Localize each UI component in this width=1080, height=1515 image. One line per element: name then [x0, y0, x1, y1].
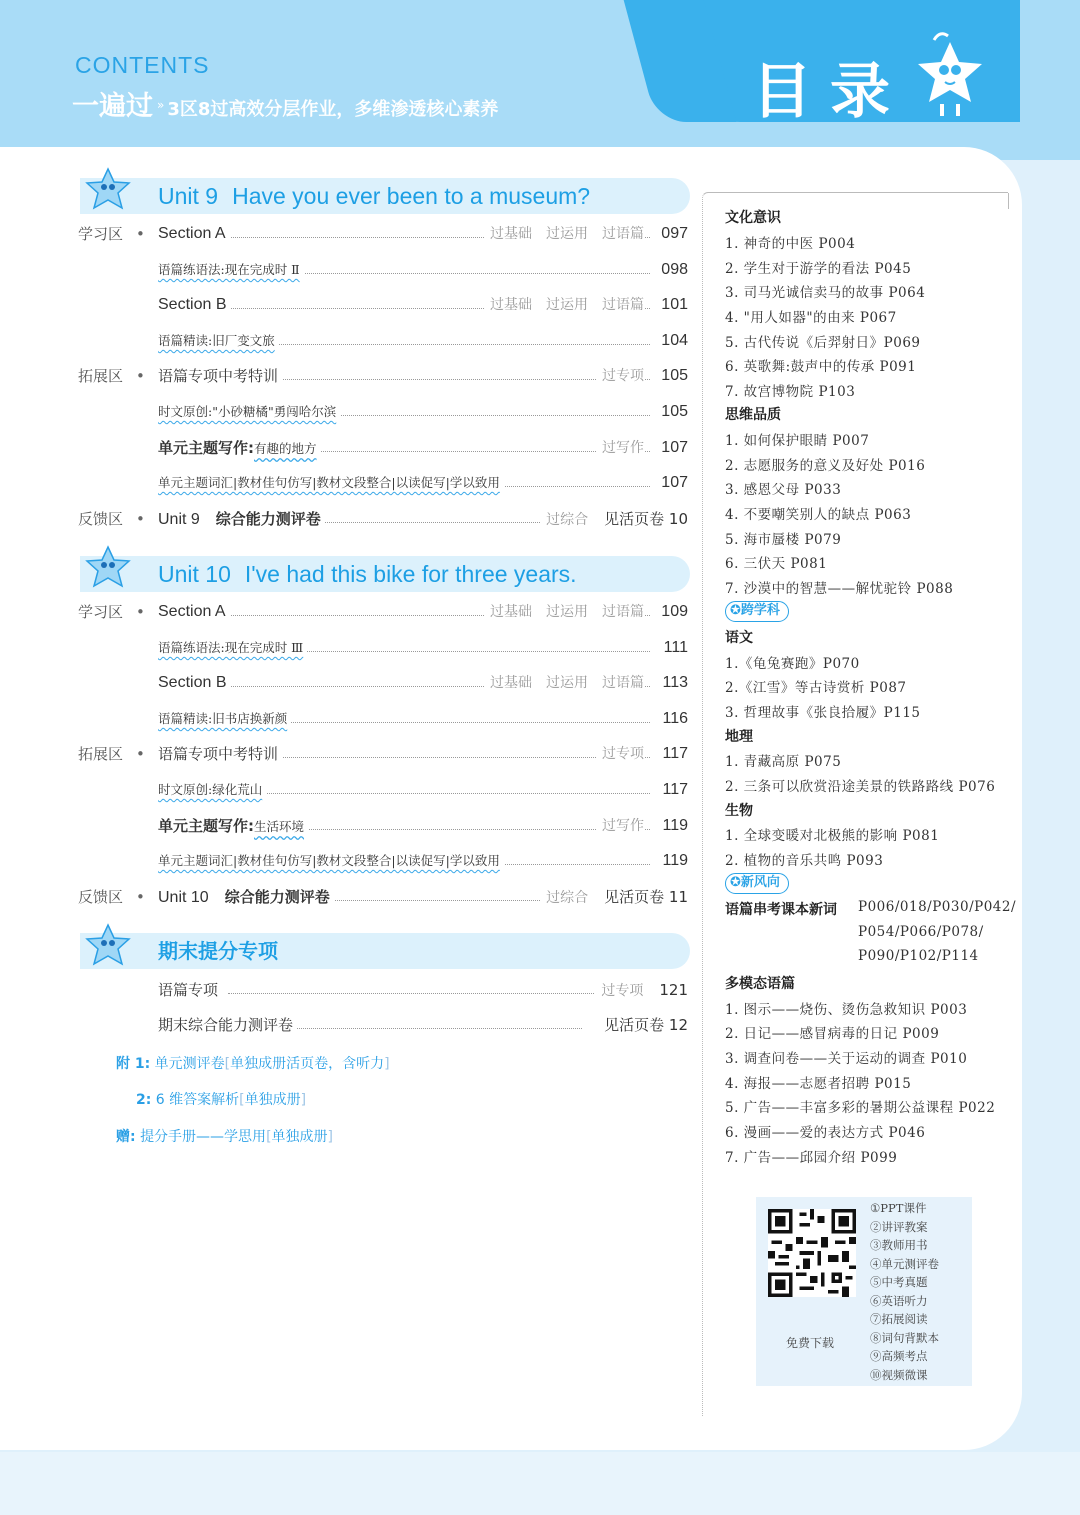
- qr-download-box: [756, 1197, 972, 1386]
- zone-label: 学习区: [78, 603, 124, 621]
- list-item[interactable]: 2. 志愿服务的意义及好处 P016: [725, 458, 926, 474]
- cross-subject-pill: [725, 601, 789, 622]
- toc-row[interactable]: [78, 814, 688, 838]
- list-item[interactable]: 5. 广告——丰富多彩的暑期公益课程 P022: [725, 1100, 996, 1116]
- bullet-icon: •: [136, 745, 145, 763]
- toc-row[interactable]: [78, 636, 688, 660]
- page-number: 119: [656, 814, 688, 838]
- toc-title: 期末综合能力测评卷: [158, 1013, 297, 1037]
- list-item: ⑤中考真题: [870, 1275, 928, 1289]
- toc-title: 语篇专项中考特训: [158, 364, 282, 388]
- slogan-big: 一遍过: [72, 91, 153, 122]
- toc-title: 单元主题词汇|教材佳句仿写|教材文段整合|以读促写|学以致用: [158, 849, 504, 873]
- appendix-label: 赠:: [116, 1129, 136, 1145]
- writing-topic: 有趣的地方: [254, 441, 317, 456]
- biology-heading: 生物: [725, 803, 753, 819]
- contents-label: CONTENTS: [75, 52, 210, 78]
- tag: 过基础: [490, 675, 532, 691]
- toc-row[interactable]: [78, 600, 688, 624]
- newwords-heading: 语篇串考课本新词: [725, 902, 837, 918]
- star-mascot-icon: [912, 28, 988, 120]
- qr-caption: 免费下载: [786, 1336, 835, 1350]
- list-item[interactable]: 4. 不要嘲笑别人的缺点 P063: [725, 507, 912, 523]
- toc-title: [158, 814, 308, 839]
- practice-tags: [596, 742, 644, 766]
- appendix-note: 单独成册: [271, 1129, 328, 1145]
- tag: 过语篇: [602, 675, 644, 691]
- toc-row[interactable]: [78, 978, 688, 1002]
- appendix-2: 2: 6 维答案解析[单独成册]: [136, 1092, 307, 1108]
- list-item[interactable]: 6. 漫画——爱的表达方式 P046: [725, 1125, 926, 1141]
- page-number: 见活页卷 11: [604, 888, 688, 906]
- tag: 过运用: [546, 604, 588, 620]
- bullet-icon: •: [136, 603, 145, 621]
- unit10-heading: [158, 556, 577, 592]
- toc-row[interactable]: [78, 258, 688, 282]
- slogan-small: 3区8过高效分层作业，多维渗透核心素养: [167, 99, 499, 120]
- tag: 过语篇: [602, 297, 644, 313]
- zone-label: 反馈区: [78, 510, 124, 528]
- list-item[interactable]: P090/P102/P114: [858, 948, 979, 964]
- tag: 过专项: [602, 368, 644, 384]
- bullet-icon: •: [136, 510, 145, 528]
- list-item[interactable]: 6. 英歌舞:鼓声中的传承 P091: [725, 359, 917, 375]
- list-item[interactable]: 7. 故宫博物院 P103: [725, 384, 856, 400]
- appendix-gift: 赠: 提分手册——学思用[单独成册]: [116, 1129, 333, 1145]
- toc-row[interactable]: [78, 400, 688, 424]
- list-item[interactable]: 1.《龟兔赛跑》P070: [725, 656, 860, 672]
- page-number: 107: [655, 436, 688, 460]
- list-item[interactable]: P054/P066/P078/: [858, 924, 984, 940]
- appendix-label: 附 1:: [116, 1056, 151, 1072]
- toc-title: 时文原创:"小砂糖橘"勇闯哈尔滨: [158, 400, 340, 424]
- tag: 过写作: [602, 818, 644, 834]
- zone-label: 反馈区: [78, 888, 124, 906]
- page-number: 见活页卷 12: [604, 1016, 688, 1034]
- toc-row[interactable]: [78, 293, 688, 317]
- slogan: [72, 84, 498, 123]
- page-number: 113: [656, 671, 688, 695]
- toc-title: 单元主题词汇|教材佳句仿写|教材文段整合|以读促写|学以致用: [158, 471, 504, 495]
- unit9-banner: [80, 178, 690, 214]
- appendix-text: 提分手册——学思用: [140, 1129, 267, 1145]
- tag: 过基础: [490, 604, 532, 620]
- appendix-note: 单独成册活页卷，含听力: [230, 1056, 385, 1072]
- list-item[interactable]: 2. 日记——感冒病毒的日记 P009: [725, 1026, 940, 1042]
- list-item[interactable]: 5. 古代传说《后羿射日》P069: [725, 335, 921, 351]
- practice-tags: [582, 1013, 688, 1038]
- toc-row[interactable]: [78, 364, 688, 388]
- list-item: ①PPT课件: [870, 1201, 927, 1215]
- resource-list: [870, 1199, 939, 1384]
- toc-title: 语篇专项中考特训: [158, 742, 282, 766]
- writing-topic: 生活环境: [254, 819, 305, 834]
- list-item[interactable]: 2. 植物的音乐共鸣 P093: [725, 853, 884, 869]
- toc-title: 语篇精读:旧书店换新颜: [158, 707, 291, 731]
- new-trend-pill: [725, 873, 789, 894]
- practice-tags: [484, 222, 644, 246]
- zone-label: 拓展区: [78, 745, 124, 763]
- toc-row[interactable]: [78, 707, 688, 731]
- page-number: 105: [655, 364, 688, 388]
- tag: 过综合: [546, 512, 589, 528]
- page-number: 097: [655, 222, 688, 246]
- page-number: 见活页卷 10: [604, 510, 688, 528]
- pill-label: 跨学科: [740, 603, 780, 618]
- bullet-icon: •: [136, 225, 145, 243]
- list-item: ⑩视频微课: [870, 1367, 928, 1382]
- tag: 过运用: [546, 675, 588, 691]
- toc-title: [158, 436, 321, 461]
- unit-name: Unit 9: [158, 511, 200, 528]
- tag: 过语篇: [602, 604, 644, 620]
- thinking-heading: 思维品质: [725, 407, 781, 423]
- toc-title: 语篇精读:旧厂变文旅: [158, 329, 279, 353]
- bullet-icon: •: [136, 888, 145, 906]
- list-item[interactable]: 3. 哲理故事《张良拾履》P115: [725, 705, 921, 721]
- list-item[interactable]: 2.《江雪》等古诗赏析 P087: [725, 680, 907, 696]
- toc-title: Section A: [158, 222, 230, 246]
- list-item: ⑨高频考点: [870, 1349, 928, 1363]
- practice-tags: [484, 600, 644, 624]
- list-item[interactable]: 3. 司马光诚信卖马的故事 P064: [725, 285, 926, 301]
- page-number: 117: [656, 742, 688, 766]
- practice-tags: [540, 507, 688, 532]
- practice-tags: [596, 436, 644, 460]
- practice-tags: [484, 671, 644, 695]
- tag: 过基础: [490, 297, 532, 313]
- page-number: 104: [655, 329, 688, 353]
- list-item: ③教师用书: [870, 1238, 928, 1252]
- page-number: 116: [656, 707, 688, 731]
- toc-row[interactable]: [78, 471, 688, 495]
- appendix-label: 2:: [136, 1092, 152, 1108]
- toc-row[interactable]: [78, 329, 688, 353]
- qr-code-icon[interactable]: [768, 1209, 856, 1297]
- list-item[interactable]: 2. 三条可以欣赏沿途美景的铁路路线 P076: [725, 779, 996, 795]
- list-item: ②讲评教案: [870, 1219, 928, 1234]
- toc-row[interactable]: [78, 671, 688, 695]
- page-number: 111: [658, 636, 688, 660]
- list-item[interactable]: 7. 广告——邱园介绍 P099: [725, 1150, 898, 1166]
- tag: 过运用: [546, 297, 588, 313]
- dot-leader: [228, 722, 650, 723]
- list-item: ④单元测评卷: [870, 1256, 939, 1271]
- toc-title: 语篇专项: [158, 978, 222, 1002]
- toc-row[interactable]: [78, 849, 688, 873]
- list-item[interactable]: 4. 海报——志愿者招聘 P015: [725, 1076, 912, 1092]
- zone-label: 拓展区: [78, 367, 124, 385]
- tag: 过综合: [546, 890, 589, 906]
- pill-label: 新风向: [740, 875, 780, 890]
- page-number: 098: [655, 258, 688, 282]
- list-item[interactable]: 3. 调查问卷——关于运动的调查 P010: [725, 1051, 968, 1067]
- toc-title: Section A: [158, 600, 230, 624]
- tag: 过写作: [602, 440, 644, 456]
- page-number: 105: [655, 400, 688, 424]
- unit9-label: Unit 9: [158, 183, 219, 209]
- appendix-text: 6 维答案解析: [155, 1092, 240, 1108]
- unit9-heading: [158, 178, 590, 214]
- page-number: 117: [656, 778, 688, 802]
- toc-row[interactable]: [78, 1013, 688, 1037]
- star-mascot-icon: [84, 922, 132, 968]
- star-mascot-icon: [84, 166, 132, 212]
- star-badge-icon: ✪: [730, 603, 741, 618]
- list-item: ⑧词句背默本: [870, 1330, 939, 1345]
- list-item[interactable]: 1. 全球变暖对北极熊的影响 P081: [725, 828, 940, 844]
- toc-title: Section B: [158, 671, 230, 695]
- toc-title: [158, 885, 334, 910]
- test-name: 综合能力测评卷: [224, 888, 330, 906]
- writing-label: 单元主题写作:: [158, 817, 254, 835]
- toc-row[interactable]: [78, 222, 688, 246]
- toc-row[interactable]: [78, 742, 688, 766]
- list-item[interactable]: 6. 三伏天 P081: [725, 556, 828, 572]
- tag: 过运用: [546, 226, 588, 242]
- tag: 过语篇: [602, 226, 644, 242]
- list-item[interactable]: 4. "用人如器"的由来 P067: [725, 310, 897, 326]
- dot-leader: [228, 344, 650, 345]
- list-item[interactable]: 7. 沙漠中的智慧——解忧驼铃 P088: [725, 581, 954, 597]
- list-item[interactable]: 1. 神奇的中医 P004: [725, 236, 856, 252]
- appendix-text: 单元测评卷: [154, 1056, 225, 1072]
- test-name: 综合能力测评卷: [215, 510, 321, 528]
- toc-row[interactable]: [78, 778, 688, 802]
- page-title: 目录: [752, 57, 908, 127]
- dot-leader: [228, 993, 650, 994]
- footer-band: [0, 1452, 1080, 1515]
- toc-title: [158, 507, 325, 532]
- page-number: 109: [655, 600, 688, 624]
- multimodal-heading: 多模态语篇: [725, 976, 795, 992]
- final-title: 期末提分专项: [158, 939, 278, 963]
- dot-leader: [228, 757, 650, 758]
- final-banner: [80, 933, 690, 969]
- star-badge-icon: ✪: [730, 875, 741, 890]
- zone-label: 学习区: [78, 225, 124, 243]
- dot-leader: [228, 379, 650, 380]
- list-item[interactable]: 2. 学生对于游学的看法 P045: [725, 261, 912, 277]
- list-item[interactable]: P006/018/P030/P042/: [858, 899, 1017, 915]
- tag: 过专项: [601, 983, 644, 999]
- unit10-banner: [80, 556, 690, 592]
- toc-title: 时文原创:绿化荒山: [158, 778, 266, 802]
- list-item[interactable]: 1. 图示——烧伤、烫伤急救知识 P003: [725, 1002, 968, 1018]
- writing-label: 单元主题写作:: [158, 439, 254, 457]
- list-item[interactable]: 3. 感恩父母 P033: [725, 482, 842, 498]
- page-number: 119: [656, 849, 688, 873]
- list-item: ⑥英语听力: [870, 1293, 928, 1308]
- list-item[interactable]: 1. 青藏高原 P075: [725, 754, 842, 770]
- practice-tags: [595, 978, 688, 1003]
- unit9-subtitle: Have you ever been to a museum?: [232, 183, 591, 209]
- list-item: ⑦拓展阅读: [870, 1312, 928, 1326]
- toc-title: 语篇练语法:现在完成时 Ⅲ: [158, 636, 307, 660]
- page-number: 101: [655, 293, 688, 317]
- appendix-note: 单独成册: [244, 1092, 301, 1108]
- practice-tags: [484, 293, 644, 317]
- header-band: [0, 0, 1080, 160]
- unit10-label: Unit 10: [158, 561, 231, 587]
- practice-tags: [596, 364, 644, 388]
- unit-name: Unit 10: [158, 889, 209, 906]
- list-item[interactable]: 1. 如何保护眼睛 P007: [725, 433, 870, 449]
- geography-heading: 地理: [725, 729, 753, 745]
- slogan-arrows: »: [157, 98, 165, 112]
- bullet-icon: •: [136, 367, 145, 385]
- page-number: 121: [659, 981, 688, 999]
- chinese-heading: 语文: [725, 630, 753, 646]
- toc-title: Section B: [158, 293, 230, 317]
- toc-row[interactable]: [78, 436, 688, 460]
- practice-tags: [540, 885, 688, 910]
- dot-leader: [228, 793, 650, 794]
- appendix-1: 附 1: 单元测评卷[单独成册活页卷，含听力]: [116, 1056, 390, 1072]
- toc-row[interactable]: [78, 507, 688, 531]
- tag: 过基础: [490, 226, 532, 242]
- culture-heading: 文化意识: [725, 210, 781, 226]
- toc-title: 语篇练语法:现在完成时 Ⅱ: [158, 258, 304, 282]
- tag: 过专项: [602, 746, 644, 762]
- star-mascot-icon: [84, 544, 132, 590]
- list-item[interactable]: 5. 海市蜃楼 P079: [725, 532, 842, 548]
- toc-row[interactable]: [78, 885, 688, 909]
- page-number: 107: [655, 471, 688, 495]
- unit10-subtitle: I've had this bike for three years.: [244, 561, 577, 587]
- practice-tags: [596, 814, 644, 838]
